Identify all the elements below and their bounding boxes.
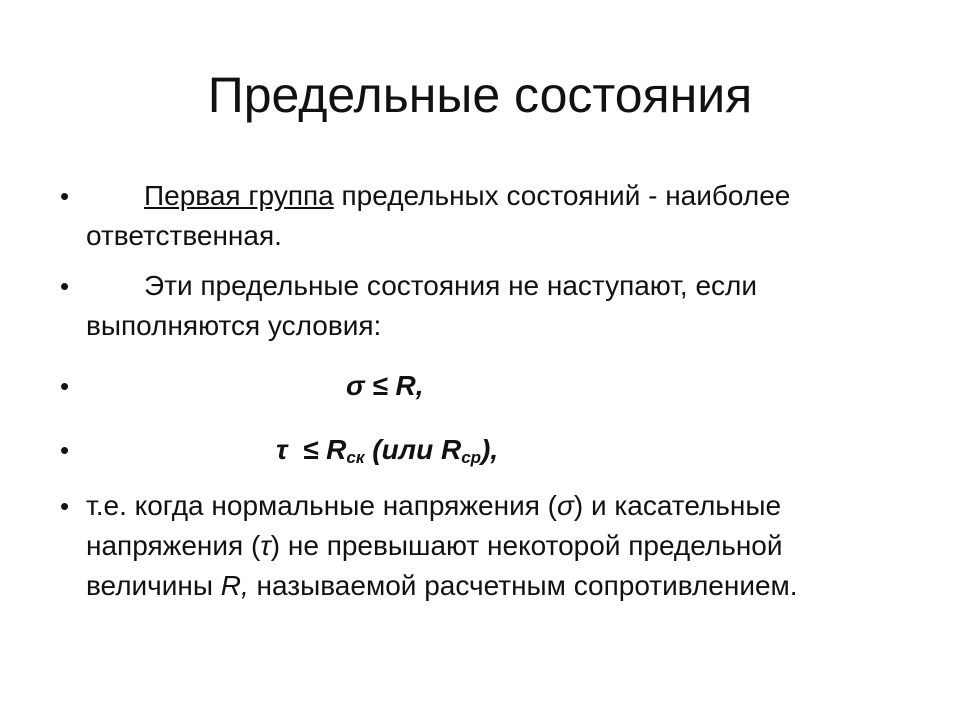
- bullet-dot: •: [60, 181, 70, 211]
- list-item: [60, 430, 906, 478]
- text-segment: ) и касательные: [573, 490, 782, 521]
- formula-sigma: σ ≤ R,: [346, 370, 424, 401]
- formula-op: ≤ R: [287, 434, 347, 465]
- item-line: выполняются условия:: [86, 310, 382, 341]
- item-line: [86, 176, 906, 216]
- bullet-dot: •: [60, 271, 70, 301]
- subscript-sk: ск: [346, 448, 365, 467]
- symbol-r: R,: [220, 570, 249, 601]
- text-segment: т.е. когда нормальные напряжения (: [86, 490, 557, 521]
- symbol-tau: τ: [260, 530, 271, 561]
- text-segment: величины: [86, 570, 221, 601]
- list-item: [60, 486, 906, 606]
- formula-end: ),: [481, 434, 499, 465]
- list-item: [60, 266, 906, 346]
- item-line: ответственная.: [86, 220, 282, 251]
- item-line: [86, 526, 906, 566]
- item-text: предельных состояний - наиболее: [333, 180, 791, 211]
- formula-alt: (или R: [364, 434, 462, 465]
- item-line: [86, 566, 906, 606]
- symbol-sigma: σ: [557, 490, 574, 521]
- bullet-dot: •: [60, 491, 70, 521]
- subscript-sr: ср: [461, 448, 482, 467]
- list-item: [60, 366, 906, 406]
- underlined-term: Первая группа: [144, 180, 334, 211]
- text-segment: ) не превышают некоторой предельной: [270, 530, 783, 561]
- formula-tau: τ: [276, 434, 288, 465]
- formula-line: [86, 430, 906, 478]
- item-line: Эти предельные состояния не наступают, если: [144, 270, 758, 301]
- text-segment: напряжения (: [86, 530, 261, 561]
- text-segment: называемой расчетным сопротивлением.: [248, 570, 798, 601]
- formula-line: [86, 366, 906, 406]
- item-line: [86, 486, 906, 526]
- bullet-dot: •: [60, 371, 70, 401]
- bullet-dot: •: [60, 435, 70, 465]
- list-item: [60, 176, 906, 256]
- slide-title: Предельные состояния: [207, 67, 753, 123]
